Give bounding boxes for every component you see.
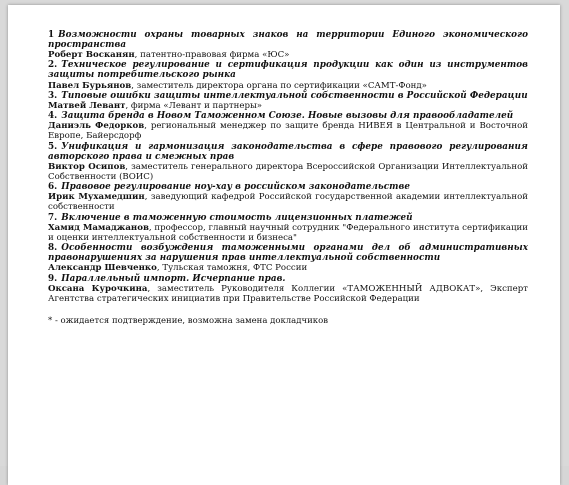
- speaker-name: Даниэль Федорков: [48, 121, 145, 132]
- agenda-item-topic: Техническое регулирование и сертификация продукции как один из инструментов защиты потребительского рынка: [48, 60, 528, 81]
- speaker-name: Оксана Курочкина: [48, 283, 148, 294]
- agenda-item-number: 9.: [48, 273, 58, 284]
- agenda-item-title: [48, 274, 528, 284]
- agenda-item-2: [48, 60, 528, 90]
- agenda-item-speaker: [48, 50, 528, 60]
- agenda-item-topic: Особенности возбуждения таможенными органами дел об административных правонарушениях за нарушения прав интеллектуальной собственности: [48, 243, 528, 264]
- agenda-item-title: [48, 30, 528, 50]
- agenda-item-speaker: [48, 263, 528, 273]
- footnote: * - ожидается подтверждение, возможна замена докладчиков: [48, 316, 328, 327]
- speaker-role: , Тульская таможня, ФТС России: [156, 263, 308, 274]
- agenda-item-number: 1: [48, 30, 55, 40]
- agenda-item-9: [48, 274, 528, 305]
- speaker-role: , региональный менеджер по защите бренда НИВЕЯ в Центральной и Восточной Европе, Байерсдорф: [48, 121, 528, 142]
- agenda-item-1: [48, 30, 528, 60]
- agenda-item-number: 3.: [48, 90, 58, 101]
- agenda-item-speaker: [48, 162, 528, 182]
- agenda-item-7: [48, 213, 528, 244]
- speaker-name: Хамид Мамаджанов: [48, 222, 149, 233]
- agenda-item-topic: Унификация и гармонизация законодательства в сфере правового регулирования авторского права и смежных прав: [48, 141, 528, 162]
- agenda-item-topic: Включение в таможенную стоимость лицензионных платежей: [61, 212, 413, 223]
- speaker-role: , заместитель генерального директора Всероссийской Организации Интеллектуальной Собственности (ВОИС): [48, 161, 528, 182]
- speaker-role: , фирма «Левант и партнеры»: [125, 100, 263, 111]
- speaker-role: , заместитель Руководителя Коллегии «ТАМОЖЕННЫЙ АДВОКАТ», Эксперт Агентства стратегических инициатив при Правительстве Российской Федерации: [48, 283, 528, 304]
- agenda-item-title: [48, 182, 528, 192]
- agenda-item-number: 8.: [48, 243, 58, 254]
- agenda-item-4: [48, 111, 528, 142]
- document-page: [8, 5, 560, 485]
- agenda-item-3: [48, 91, 528, 111]
- speaker-name: Александр Шевченко: [48, 263, 157, 274]
- speaker-role: , патентно-правовая фирма «ЮС»: [134, 50, 290, 61]
- speaker-role: , заведующий кафедрой Российской государственной академии интеллектуальной собственности: [48, 192, 529, 213]
- agenda-item-speaker: [48, 192, 528, 212]
- agenda-item-speaker: [48, 121, 528, 141]
- speaker-name: Виктор Осипов: [48, 161, 126, 172]
- agenda-item-topic: Параллельный импорт. Исчерпание прав.: [61, 273, 286, 284]
- agenda-item-speaker: [48, 101, 528, 111]
- agenda-item-title: [48, 60, 528, 80]
- speaker-role: , профессор, главный научный сотрудник "Федерального института сертификации и оценки интеллектуальной собственности и бизнеса": [48, 222, 528, 243]
- agenda-item-title: [48, 111, 528, 121]
- agenda-item-5: [48, 142, 528, 183]
- agenda-item-title: [48, 213, 528, 223]
- agenda-item-title: [48, 243, 528, 263]
- agenda-item-speaker: [48, 223, 528, 243]
- agenda-item-number: 4.: [48, 111, 58, 122]
- agenda-item-title: [48, 91, 528, 101]
- document-content: [48, 30, 528, 326]
- speaker-name: Матвей Левант: [48, 100, 126, 111]
- agenda-item-title: [48, 142, 528, 162]
- speaker-role: , заместитель директора органа по сертификации «САМТ-Фонд»: [131, 80, 427, 91]
- agenda-item-speaker: [48, 81, 528, 91]
- speaker-name: Роберт Восканян: [48, 50, 135, 61]
- agenda-item-topic: Правовое регулирование ноу-хау в российском законодательстве: [61, 182, 411, 193]
- agenda-item-number: 6.: [48, 182, 58, 193]
- agenda-item-topic: Защита бренда в Новом Таможенном Союзе. Новые вызовы для правообладателей: [61, 111, 514, 122]
- agenda-item-6: [48, 182, 528, 213]
- agenda-item-number: 5.: [48, 141, 58, 152]
- speaker-name: Ирик Мухамедшин: [48, 192, 145, 203]
- agenda-item-topic: Возможности охраны товарных знаков на территории Единого экономического пространства: [48, 30, 528, 51]
- agenda-item-topic: Типовые ошибки защиты интеллектуальной собственности в Российской Федерации: [61, 90, 528, 101]
- agenda-item-speaker: [48, 284, 528, 304]
- agenda-item-number: 7.: [48, 212, 58, 223]
- speaker-name: Павел Бурьянов: [48, 80, 132, 91]
- agenda-item-number: 2.: [48, 60, 58, 71]
- agenda-item-8: [48, 243, 528, 273]
